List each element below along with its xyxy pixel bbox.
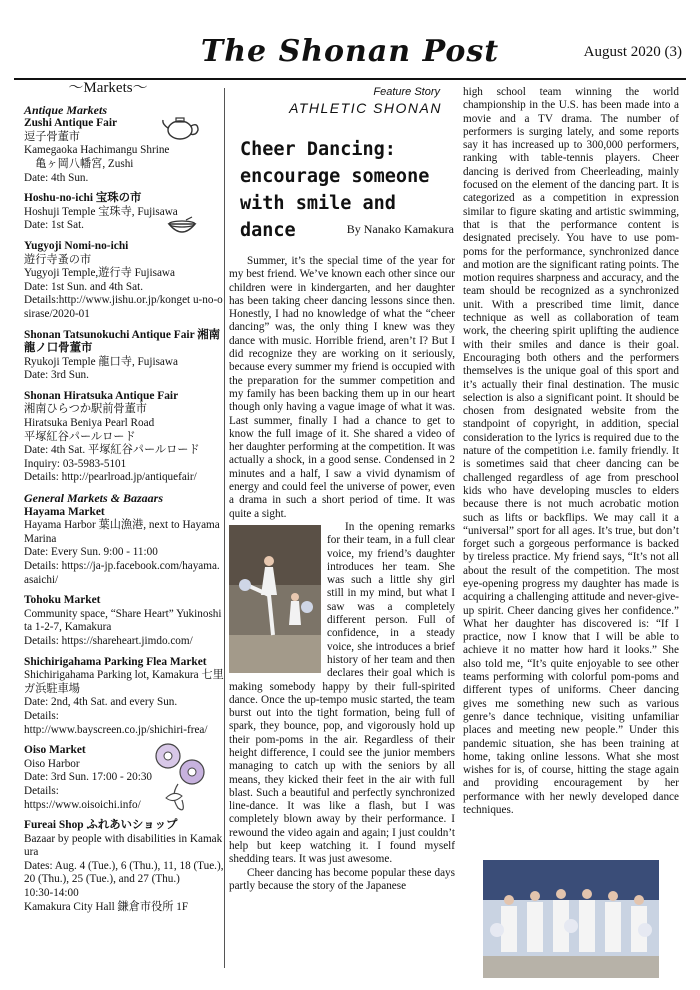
market-detail: Date: Every Sun. 9:00 - 11:00 xyxy=(24,546,158,559)
article-continued xyxy=(463,86,679,817)
market-detail: Details: xyxy=(24,784,59,797)
antique-heading: Antique Markets xyxy=(24,102,108,117)
market-detail: Hayama Harbor 葉山漁港, next to Hayama Marina xyxy=(24,519,220,545)
article-body xyxy=(229,255,455,893)
morning-glory-icon xyxy=(148,738,210,818)
market-name: Hayama Market xyxy=(24,505,105,518)
general-list xyxy=(24,506,224,915)
market-detail: Date: 3rd Sun. 17:00 - 20:30 xyxy=(24,771,153,784)
market-detail: 10:30-14:00 xyxy=(24,887,79,900)
market-detail: Oiso Harbor xyxy=(24,757,80,770)
market-name: Zushi Antique Fair xyxy=(24,117,118,130)
masthead xyxy=(0,28,700,78)
market-detail: Date: 1st Sun. and 4th Sat. xyxy=(24,280,144,293)
market-detail: Dates: Aug. 4 (Tue.), 6 (Thu.), 11, 18 (Tue.), 20 (Thu.), 25 (Tue.), and 27 (Thu.) xyxy=(24,859,224,886)
market-detail: Details: http://pearlroad.jp/antiquefair/ xyxy=(24,471,197,484)
byline: By Nanako Kamakura xyxy=(346,222,454,236)
market-detail: 湘南ひらつか駅前骨董市 xyxy=(24,403,147,416)
market-entry xyxy=(24,819,224,914)
market-name: Yugyoji Nomi-no-ichi xyxy=(24,239,129,252)
market-name: Oiso Market xyxy=(24,744,86,757)
newspaper-title: The Shonan Post xyxy=(200,34,500,69)
market-detail: 平塚紅谷パールロード xyxy=(24,430,136,443)
general-heading: General Markets & Bazaars xyxy=(24,491,164,506)
market-detail: 逗子骨董市 xyxy=(24,130,80,143)
market-detail: Shichirigahama Parking lot, Kamakura 七里ガ浜駐車場 xyxy=(24,669,224,695)
market-entry xyxy=(24,506,224,588)
market-name: Shichirigahama Parking Flea Market xyxy=(24,655,207,668)
article-paragraph: high school team winning the world championship in the U.S. has been made into a movie and a TV drama. The number of performers is surging lately, and some reports say it has increased up to 300,000 performers, ranking with table-tennis players. Cheer dancing is derived from Cheerleading, mainly focused on the element of the dancing part. It is categorized as a competition in expression similar to figure skating and artistic swimming, that is that the performance content is designated precisely. You have to use pom-poms for the performance, synchronized dance and motion are the significant rating points. The motion requires sharpness and accuracy, and the team should be recognized as a synchronized unit. With a prescribed time limit, dance technique as well as collaboration of team work, the cheering spirit uplifting the audience with their smiles and dance is their goal. Encouraging both others and the performers themselves is the unique goal of this sport and it’s actually their final destination. The music selection is also a significant point. It should be chosen from designated website from the standpoint of copyright, in addition, special consideration to the lyrics is required due to the nature of the competition i.e. family friendly. It is sometimes said that cheer dancing can be challenged regardless of age from preschool kids who have developing muscles to elders because there is not much acrobatic motion such as lifts or backflips. We may call it a “universal” sport for all ages. It’s true, but don’t forget such a gorgeous performance is backed by tireless practice. My friend says, “It’s not all about the result of the competition. The most eye-opening progress my daughter has made is acquiring a challenging attitude and never-give-up spirit. Cheer dancing gives her confidence.” What her daughter has discovered is: “If I practice, now I know that I will be able to achieve it no matter how hard it looks.” She also told me, “It’s quite enjoyable to see other teams performing with colorful pom-poms and different types of uniforms. Cheer dancing gives me something new such as various genre’s dance technique, visiting unfamiliar places and meeting new people.” Under this pandemic situation, she has been training at home, taking online lessons. What she most wishes for is, of course, hitting the stage again and providing encouragement by her performance with her newly developed dance techniques. xyxy=(463,86,679,817)
market-detail: https://www.oisoichi.info/ xyxy=(24,798,141,811)
market-entry xyxy=(24,594,224,648)
market-entry xyxy=(24,390,224,485)
market-detail: Date: 3rd Sun. xyxy=(24,369,89,382)
market-detail: Date: 2nd, 4th Sat. and every Sun. xyxy=(24,696,178,709)
headline: Cheer Dancing: encourage someone with smile and dance xyxy=(240,139,430,241)
dance-photo xyxy=(229,525,321,673)
market-name: Fureai Shop ふれあいショップ xyxy=(24,819,178,832)
market-detail: Details:http://www.jishu.or.jp/konget u-no-osirase/2020-01 xyxy=(24,294,223,320)
feature-label: Feature Story xyxy=(373,86,440,98)
article-paragraph: Summer, it’s the special time of the year for my best friend. We’ve known each other since our children were in kindergarten, and her daughter has been taking cheer dancing lessons since then. Honestly, I had no knowledge of what the “cheer dancing” was, the only thing I knew was they dance with music. Horrible friend, aren’t I? But I did recognize they are working on it seriously, because every summer my friend is occupied with the preparation for the summer competition and my family has been backing them up in our heart though only having a vague image of what it was. Last summer, finally I had a chance to get to know the full image of it. She shared a video of her daughter performing at the competition. It was actually a shock, in a good sense. Condensed in 2 minutes and a half, I saw a vivid dynamism of energy and could feel the universe of power, even a drama in such a short period of time. It was quite a sight. xyxy=(229,255,455,520)
market-entry xyxy=(24,329,224,383)
market-name: Shonan Tatsunokuchi Antique Fair 湘南龍ノ口骨董市 xyxy=(24,328,221,355)
market-name: Hoshu-no-ichi 宝珠の市 xyxy=(24,192,142,205)
teapot-icon xyxy=(160,112,202,142)
market-detail: Yugyoji Temple,遊行寺 Fujisawa xyxy=(24,267,175,280)
market-detail: Inquiry: 03-5983-5101 xyxy=(24,457,127,470)
market-detail: Details: https://ja-jp.facebook.com/hayama.asaichi/ xyxy=(24,560,220,586)
market-detail: http://www.bayscreen.co.jp/shichiri-frea/ xyxy=(24,723,208,736)
market-entry xyxy=(24,240,224,322)
column-divider xyxy=(224,88,225,968)
market-detail: Hiratsuka Beniya Pearl Road xyxy=(24,417,155,430)
market-entry xyxy=(24,656,224,738)
market-detail: Details: xyxy=(24,709,59,722)
market-detail: Kamakura City Hall 鎌倉市役所 1F xyxy=(24,900,189,913)
market-detail: 亀ヶ岡八幡宮, Zushi xyxy=(24,157,134,170)
market-detail: Ryukoji Temple 龍口寺, Fujisawa xyxy=(24,355,178,368)
bowl-icon xyxy=(166,216,198,240)
market-detail: Kamegaoka Hachimangu Shrine xyxy=(24,144,170,157)
issue-date: August 2020 (3) xyxy=(583,44,682,60)
market-name: Shonan Hiratsuka Antique Fair xyxy=(24,389,179,402)
market-detail: Date: 1st Sat. xyxy=(24,219,84,232)
market-detail: Bazaar by people with disabilities in Kamakura xyxy=(24,832,223,859)
markets-title: ～Markets～ xyxy=(68,80,148,96)
market-detail: Date: 4th Sat. 平塚紅谷パールロード xyxy=(24,444,200,457)
antique-list xyxy=(24,117,224,485)
market-detail: Details: https://shareheart.jimdo.com/ xyxy=(24,634,193,647)
market-detail: Date: 4th Sun. xyxy=(24,171,89,184)
market-detail: Hoshuji Temple 宝珠寺, Fujisawa xyxy=(24,205,178,218)
article-paragraph: In the opening remarks for their team, in a full clear voice, my friend’s daughter introduces her team. She was such a little shy girl still in my mind, but what I saw was a completely different person. Full of confidence, in a steady voice, she introduces a brief history of her team and then declares their goal which is making somebody happy by their full-spirited dance. Once the up-tempo music started, the team burst out into the tight formation, being full of spark, they bounce, pop, and vigorously hold up their pom-poms in the air. Regardless of their height difference, I could see the junior members managing to catch up with the seniors by all means, they kicked their feet in the air with full blast. Such a beautiful and perfectly synchronized line-dance. It was like a flash, but I was completely blown away by their performance. I rewound the video again and again; I just couldn’t help but keep watching it. I found myself shedding tears. It was just awesome. xyxy=(229,520,455,866)
market-detail: Community space, “Share Heart” Yukinoshita 1-2-7, Kamakura xyxy=(24,607,222,634)
team-photo xyxy=(483,860,659,978)
feature-name: ATHLETIC SHONAN xyxy=(289,100,442,116)
market-name: Tohoku Market xyxy=(24,594,101,607)
article-paragraph: Cheer dancing has become popular these days partly because the story of the Japanese xyxy=(229,866,455,892)
market-detail: 遊行寺蚤の市 xyxy=(24,253,92,266)
